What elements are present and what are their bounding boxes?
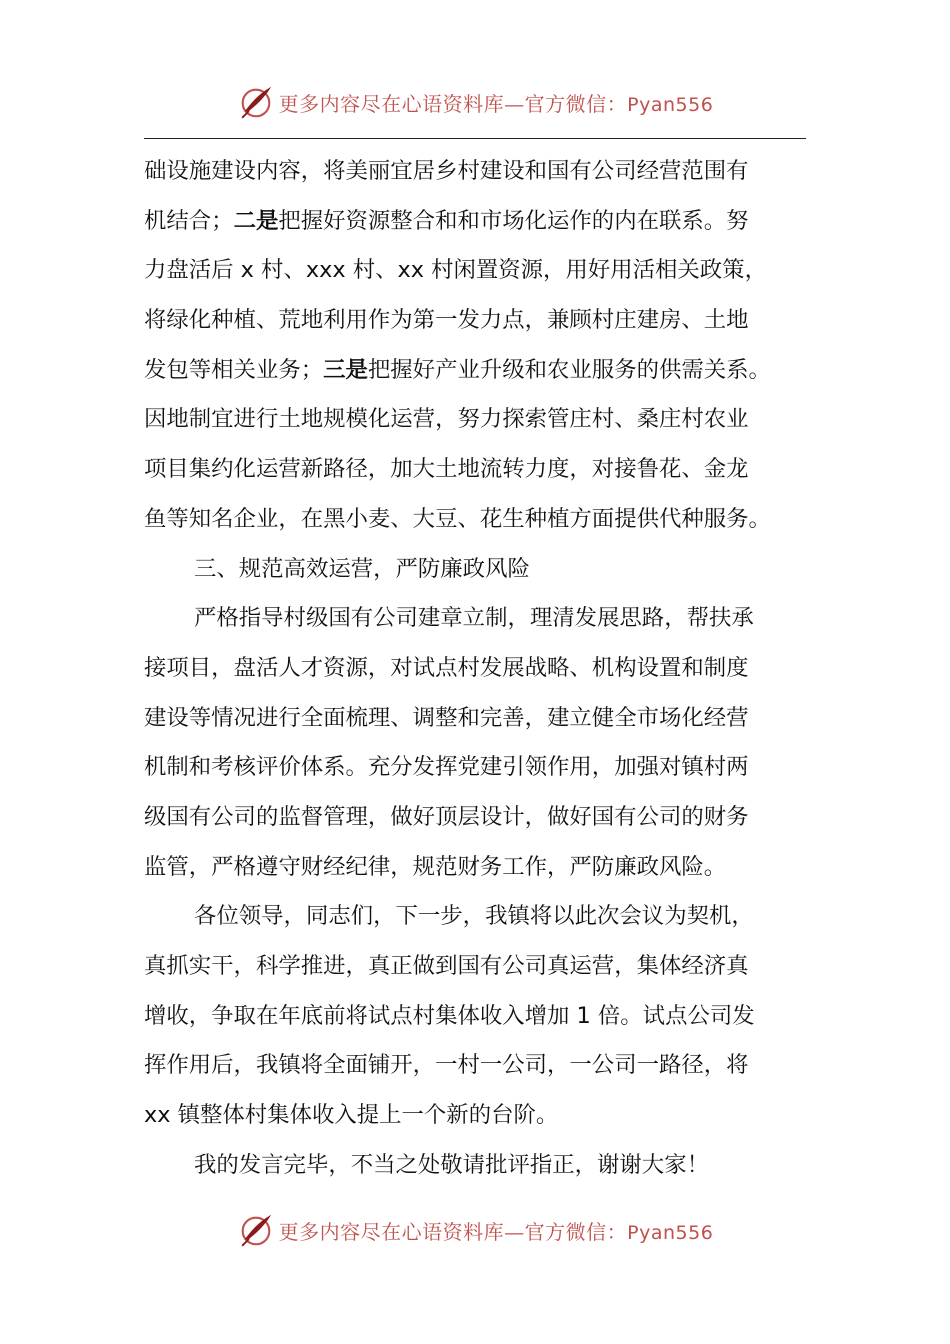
text-line bbox=[144, 197, 806, 247]
text-segment: 挥作用后，我镇将全面铺开，一村一公司，一公司一路径，将 bbox=[144, 1052, 749, 1079]
text-line bbox=[144, 1091, 806, 1141]
text-segment: 把握好资源整合和和市场化运作的内在联系。努 bbox=[278, 207, 749, 234]
text-segment: 鱼等知名企业，在黑小麦、大豆、花生种植方面提供代种服务。 bbox=[144, 505, 771, 532]
text-line bbox=[144, 594, 806, 644]
text-segment: 机制和考核评价体系。充分发挥党建引领作用，加强对镇村两 bbox=[144, 754, 749, 781]
text-line bbox=[144, 346, 806, 396]
footer-banner bbox=[0, 1210, 950, 1250]
banner-dash: — bbox=[504, 91, 525, 116]
banner-site-text bbox=[279, 88, 714, 117]
banner-site-text bbox=[279, 1216, 714, 1245]
bold-marker: 三是 bbox=[323, 356, 368, 383]
text-line bbox=[144, 395, 806, 445]
text-segment: 发包等相关业务； bbox=[144, 356, 324, 383]
bold-marker: 二是 bbox=[233, 207, 279, 234]
text-line bbox=[144, 246, 806, 296]
quill-pen-logo-icon bbox=[237, 1211, 275, 1249]
text-segment: 机结合； bbox=[144, 207, 234, 234]
text-segment: 级国有公司的监督管理，做好顶层设计，做好国有公司的财务 bbox=[144, 803, 749, 830]
text-segment: 接项目，盘活人才资源，对试点村发展战略、机构设置和制度 bbox=[144, 654, 749, 681]
text-line bbox=[144, 743, 806, 793]
text-segment: xx 镇整体村集体收入提上一个新的台阶。 bbox=[144, 1102, 559, 1129]
text-line bbox=[144, 296, 806, 346]
text-segment: 严格指导村级国有公司建章立制，理清发展思路，帮扶承 bbox=[194, 605, 754, 632]
text-line bbox=[144, 147, 806, 197]
banner-site-name: 更多内容尽在心语资料库 bbox=[278, 1219, 505, 1244]
text-segment: 础设施建设内容，将美丽宜居乡村建设和国有公司经营范围有 bbox=[144, 158, 749, 184]
text-line bbox=[144, 445, 806, 495]
header-divider bbox=[144, 138, 806, 139]
quill-pen-logo-icon bbox=[237, 83, 275, 121]
text-segment: 真抓实干，科学推进，真正做到国有公司真运营，集体经济真 bbox=[144, 953, 749, 979]
text-segment: 把握好产业升级和农业服务的供需关系。 bbox=[367, 356, 771, 383]
text-segment: 建设等情况进行全面梳理、调整和完善，建立健全市场化经营 bbox=[144, 704, 749, 731]
text-segment: 三、规范高效运营，严防廉政风险 bbox=[194, 555, 530, 582]
text-segment: 项目集约化运营新路径，加大土地流转力度，对接鲁花、金龙 bbox=[144, 456, 749, 483]
text-line bbox=[144, 545, 806, 595]
banner-wechat-id: Pyan556 bbox=[627, 1221, 714, 1244]
text-line bbox=[144, 843, 806, 893]
text-segment: 力盘活后 x 村、xxx 村、xx 村闲置资源，用好用活相关政策， bbox=[144, 257, 767, 284]
text-line bbox=[144, 992, 806, 1042]
text-segment: 增收，争取在年底前将试点村集体收入增加 1 倍。试点公司发 bbox=[144, 1002, 755, 1029]
header-banner bbox=[0, 82, 950, 122]
text-segment: 我的发言完毕，不当之处敬请批评指正，谢谢大家！ bbox=[194, 1151, 709, 1178]
text-segment: 监管，严格遵守财经纪律，规范财务工作，严防廉政风险。 bbox=[144, 853, 727, 880]
text-line bbox=[144, 644, 806, 694]
text-line bbox=[144, 892, 806, 942]
text-line bbox=[144, 942, 806, 992]
text-segment: 将绿化种植、荒地利用作为第一发力点，兼顾村庄建房、土地 bbox=[144, 307, 749, 334]
text-line bbox=[144, 1041, 806, 1091]
banner-dash: — bbox=[504, 1219, 525, 1244]
text-line bbox=[144, 495, 806, 545]
text-segment: 各位领导，同志们，下一步，我镇将以此次会议为契机， bbox=[194, 903, 754, 930]
text-segment: 因地制宜进行土地规模化运营，努力探索管庄村、桑庄村农业 bbox=[144, 406, 749, 433]
banner-wechat-id: Pyan556 bbox=[627, 93, 714, 116]
document-body bbox=[144, 147, 806, 1190]
text-line bbox=[144, 694, 806, 744]
banner-site-name: 更多内容尽在心语资料库 bbox=[278, 91, 505, 116]
text-line bbox=[144, 1141, 806, 1191]
banner-wechat-label: 官方微信： bbox=[524, 91, 628, 116]
banner-wechat-label: 官方微信： bbox=[524, 1219, 628, 1244]
text-line bbox=[144, 793, 806, 843]
